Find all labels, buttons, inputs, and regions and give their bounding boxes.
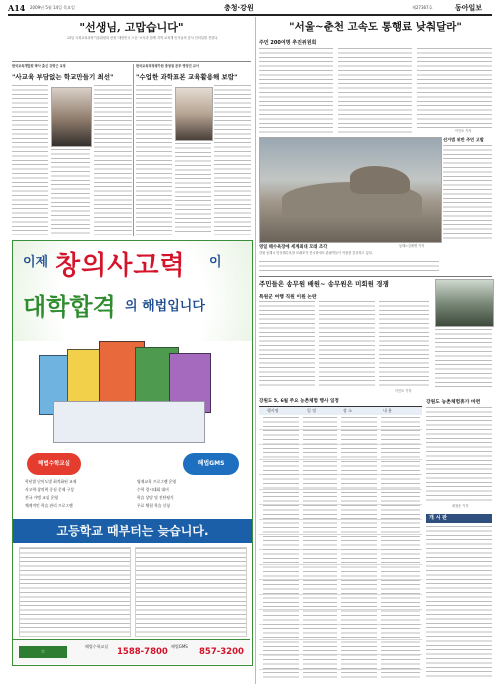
table-body (259, 415, 422, 681)
toll-sub: 주민 200여명 추진위원회 (259, 40, 317, 46)
feature-item: 학습 상담 및 진단평가 (137, 495, 174, 500)
caption-text: 강원 동해시 망상해수욕장 모래조각 전시회에서 관광객들이 작품을 감상하고 있다. (259, 251, 373, 255)
farm-body (426, 407, 492, 503)
left-interview-title: "사교육 부담없는 학교만들기 최선" (12, 73, 114, 81)
election-headline: 주민들은 송무원 배원~ 송무원은 미회원 경쟁 (259, 280, 389, 288)
feature-item: 전국 가맹 교실 운영 (25, 495, 58, 500)
left-kicker: 한국교육개발원 박사 출신 강영근 교장 (12, 64, 66, 68)
election-byline: 이인모 기자 (395, 389, 412, 393)
advertisement (12, 240, 253, 666)
ad-line2-end: 의 해법입니다 (125, 299, 205, 314)
ad-line2-start: 대학합격 (23, 293, 116, 321)
toll-headline: "서울~춘천 고속도 통행료 낮춰달라" (289, 21, 462, 33)
teacher-story (12, 17, 251, 237)
left-body-text (12, 85, 48, 235)
election-body-3 (379, 301, 429, 389)
table-col-detail (381, 417, 420, 679)
table-header: 일 정 (307, 408, 316, 413)
farm-byline: 최창순 기자 (452, 504, 469, 508)
events-table (259, 398, 422, 684)
sand-sculpture-photo (259, 137, 442, 243)
badge-left: 해법수학교실 (27, 453, 81, 475)
election-body-1 (259, 301, 315, 389)
election-sub: 특원군 여행 직원 이원 논란 (259, 295, 317, 300)
table-header: 내 용 (383, 408, 392, 413)
issue-date: 2009년 5월 14일 목요일 (30, 5, 75, 10)
phone2: 857-3200 (199, 647, 244, 657)
ad-schedule-table (19, 547, 131, 637)
farm-title: 강원도 농촌체험휴가 마련 (426, 400, 481, 405)
election-body-2 (319, 301, 375, 389)
principal-photo (51, 87, 92, 147)
features-left (25, 479, 129, 515)
ad-footer (13, 639, 250, 664)
ad-brand: 창의사고력 (55, 251, 186, 281)
side-column-title: 선거법 위반 주민 고발 (443, 137, 484, 142)
toll-body-2 (338, 48, 412, 134)
phone2-label: 해법GMS (171, 644, 188, 649)
story-headline: "선생님, 고맙습니다" (79, 21, 184, 34)
side-column (443, 137, 492, 241)
feature-item: 사고력·창의력 중심 문제 구성 (25, 487, 74, 492)
book-cover (53, 401, 205, 443)
election-body-4 (435, 329, 492, 389)
caption-more (259, 261, 439, 271)
toll-byline: 이인모 기자 (455, 129, 472, 133)
feature-item: 영재교육 프로그램 운영 (137, 479, 177, 484)
feature-item: 체계적인 학습 관리 프로그램 (25, 503, 73, 508)
ad-info-table (135, 547, 247, 637)
notice-body (426, 526, 492, 680)
feature-item: 학년별 난이도별 최적화된 교재 (25, 479, 77, 484)
phone1-label: 해법수학교실 (85, 644, 109, 649)
badge-right: 해법GMS (183, 453, 239, 475)
page-number: A14 (8, 3, 26, 13)
right-column (426, 398, 492, 684)
right-kicker: 한국교육과정평가원 충청권 본부 영양진 교사 (136, 64, 199, 68)
masthead (8, 3, 492, 13)
left-body-text-3 (94, 85, 132, 235)
table-col-date (303, 417, 337, 679)
table-title: 강원도 5, 6월 주요 농촌체험 행사 일정 (259, 399, 339, 404)
right-interview-title: "수업한 과학표본 교육활용해 보람" (136, 73, 238, 81)
caption-title: 영일 해수욕장에 세계최대 모래 조각 (259, 245, 328, 250)
page-gutter (255, 17, 256, 684)
phone1: 1588-7800 (117, 647, 168, 657)
feature-item: 무료 체험 학습 신청 (137, 503, 170, 508)
table-col-place (341, 417, 377, 679)
toll-body-1 (259, 48, 333, 134)
table-header: 행사명 (267, 408, 279, 413)
election-photo (435, 279, 494, 327)
side-column-body (443, 145, 492, 241)
ad-line1-end: 이 (209, 255, 222, 270)
ad-logo: ☆ (19, 646, 67, 658)
book-stack (39, 341, 229, 451)
masthead-rule (8, 14, 492, 16)
feature-item: 수학 경시대회 대비 (137, 487, 169, 492)
toll-divider (259, 276, 492, 277)
teacher-photo (175, 87, 213, 141)
notice-title: 개 시 판 (426, 514, 492, 523)
photo-caption (259, 244, 492, 274)
right-body-text (136, 85, 172, 235)
sculpture-head (350, 166, 410, 194)
table-col-name (263, 417, 299, 679)
story-lead: 13일 국회교육과학기술위원회 선정 '대한민국 스승' 소식과 함께 지역 교육계 인사들의 감사 인터뷰를 전한다. (67, 36, 219, 40)
toll-body-3 (417, 48, 492, 128)
paper-name: 동아일보 (455, 3, 483, 12)
features-right (137, 479, 241, 515)
right-body-text-3 (214, 85, 251, 235)
caption-byline: 동해=김재명 기자 (399, 244, 425, 248)
table-header: 장 소 (343, 408, 352, 413)
left-body-text-2 (51, 149, 90, 235)
ad-line1: 이제 (23, 255, 49, 270)
section-title: 충청·강원 (224, 4, 254, 12)
column-divider (133, 64, 134, 236)
story-divider (12, 61, 251, 62)
ad-slogan: 고등학교 때부터는 늦습니다. (13, 519, 252, 543)
edition-number: 제27367호 (412, 5, 433, 10)
right-body-text-2 (175, 143, 211, 235)
